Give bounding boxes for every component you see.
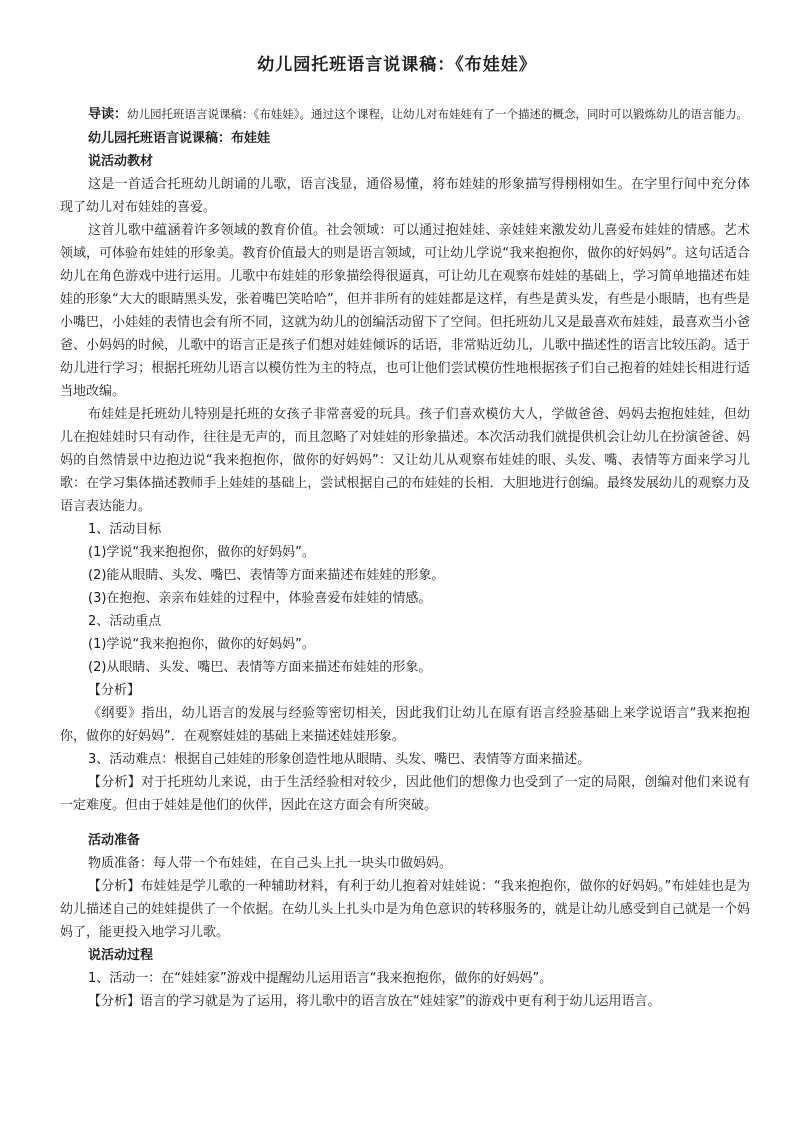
section-heading: 幼儿园托班语言说课稿：布娃娃: [88, 131, 271, 146]
body-paragraph: 【分析】语言的学习就是为了运用，将儿歌中的语言放在“娃娃家”的游戏中更有利于幼儿运用语言。: [88, 994, 661, 1009]
lead-label: 导读：: [88, 107, 128, 122]
section-heading: 活动准备: [88, 833, 141, 848]
body-paragraph: 2、活动重点: [88, 614, 162, 629]
body-paragraph: 3、活动难点：根据自己娃娃的形象创造性地从眼睛、头发、嘴巴、表情等方面来描述。: [88, 752, 591, 767]
body-paragraph: (2)从眼睛、头发、嘴巴、表情等方面来描述布娃娃的形象。: [88, 660, 432, 675]
body-paragraph: 物质准备：每人带一个布娃娃，在自己头上扎一块头巾做妈妈。: [88, 856, 453, 871]
body-paragraph: 1、活动一：在“娃娃家”游戏中提醒幼儿运用语言“我来抱抱你，做你的好妈妈”。: [88, 971, 553, 986]
body-paragraph: 《纲要》指出，幼儿语言的发展与经验等密切相关，因此我们让幼儿在原有语言经验基础上来学说语言“我来抱抱你，做你的好妈妈”．在观察娃娃的基础上来描述娃娃形象。: [60, 706, 750, 744]
body-paragraph: (1)学说“我来抱抱你，做你的好妈妈”。: [88, 545, 315, 560]
document-body: [60, 104, 750, 1013]
blank-line: [60, 817, 750, 829]
body-paragraph: 布娃娃是托班幼儿特别是托班的女孩子非常喜爱的玩具。孩子们喜欢模仿大人，学做爸爸、妈妈去抱抱娃娃，但幼儿在抱娃娃时只有动作，往往是无声的，而且忽略了对娃娃的形象描述。本次活动我们就提供机会让幼儿在扮演爸爸、妈妈的自然情景中边抱边说“我来抱抱你，做你的好妈妈”：又让幼儿从观察布娃娃的眼、头发、嘴、表情等方面来学习儿歌：在学习集体描述教师手上娃娃的基础上，尝试根据自己的布娃娃的长相．大胆地进行创编。最终发展幼儿的观察力及语言表达能力。: [60, 407, 750, 514]
lead-paragraph: [60, 104, 750, 125]
section-heading: 说活动过程: [88, 948, 154, 963]
paragraph-list: [60, 127, 750, 1013]
body-paragraph: 【分析】: [88, 683, 141, 698]
body-paragraph: 这是一首适合托班幼儿朗诵的儿歌，语言浅显，通俗易懂，将布娃娃的形象描写得栩栩如生。在字里行间中充分体现了幼儿对布娃娃的喜爱。: [60, 177, 750, 215]
body-paragraph: 【分析】对于托班幼儿来说，由于生活经验相对较少，因此他们的想像力也受到了一定的局限，创编对他们来说有一定难度。但由于娃娃是他们的伙伴，因此在这方面会有所突破。: [60, 775, 750, 813]
lead-text: 幼儿园托班语言说课稿：《布娃娃》。通过这个课程，让幼儿对布娃娃有了一个描述的概念，同时可以锻炼幼儿的语言能力。: [127, 107, 749, 121]
body-paragraph: 【分析】布娃娃是学儿歌的一种辅助材料，有利于幼儿抱着对娃娃说：“我来抱抱你，做你的好妈妈。”布娃娃也是为幼儿描述自己的娃娃提供了一个依据。在幼儿头上扎头巾是为角色意识的转移服务的，就是让幼儿感受到自己就是一个妈妈了，能更投入地学习儿歌。: [60, 879, 750, 940]
body-paragraph: 1、活动目标: [88, 522, 162, 537]
body-paragraph: (3)在抱抱、亲亲布娃娃的过程中，体验喜爱布娃娃的情感。: [88, 591, 432, 606]
document-title: 幼儿园托班语言说课稿：《布娃娃》: [257, 55, 537, 75]
body-paragraph: (1)学说“我来抱抱你，做你的好妈妈”。: [88, 637, 315, 652]
body-paragraph: 这首儿歌中蕴涵着许多领域的教育价值。社会领域：可以通过抱娃娃、亲娃娃来激发幼儿喜爱布娃娃的情感。艺术领域，可体验布娃娃的形象美。教育价值最大的则是语言领域，可让幼儿学说“我来抱抱你，做你的好妈妈”。这句话适合幼儿在角色游戏中进行运用。儿歌中布娃娃的形象描绘得很逼真，可让幼儿在观察布娃娃的基础上，学习简单地描述布娃娃的形象“大大的眼睛黑头发，张着嘴巴笑哈哈”，但并非所有的娃娃都是这样，有些是黄头发，有些是小眼睛，也有些是小嘴巴，小娃娃的表情也会有所不同，这就为幼儿的创编活动留下了空间。但托班幼儿又是最喜欢布娃娃，最喜欢当小爸爸、小妈妈的时候，儿歌中的语言正是孩子们想对娃娃倾诉的话语，非常贴近幼儿，儿歌中描述性的语言比较压韵。适于幼儿进行学习；根据托班幼儿语言以模仿性为主的特点，也可让他们尝试模仿性地根据孩子们自己抱着的娃娃长相进行适当地改编。: [60, 223, 750, 399]
section-heading: 说活动教材: [88, 154, 154, 169]
body-paragraph: (2)能从眼睛、头发、嘴巴、表情等方面来描述布娃娃的形象。: [88, 568, 445, 583]
